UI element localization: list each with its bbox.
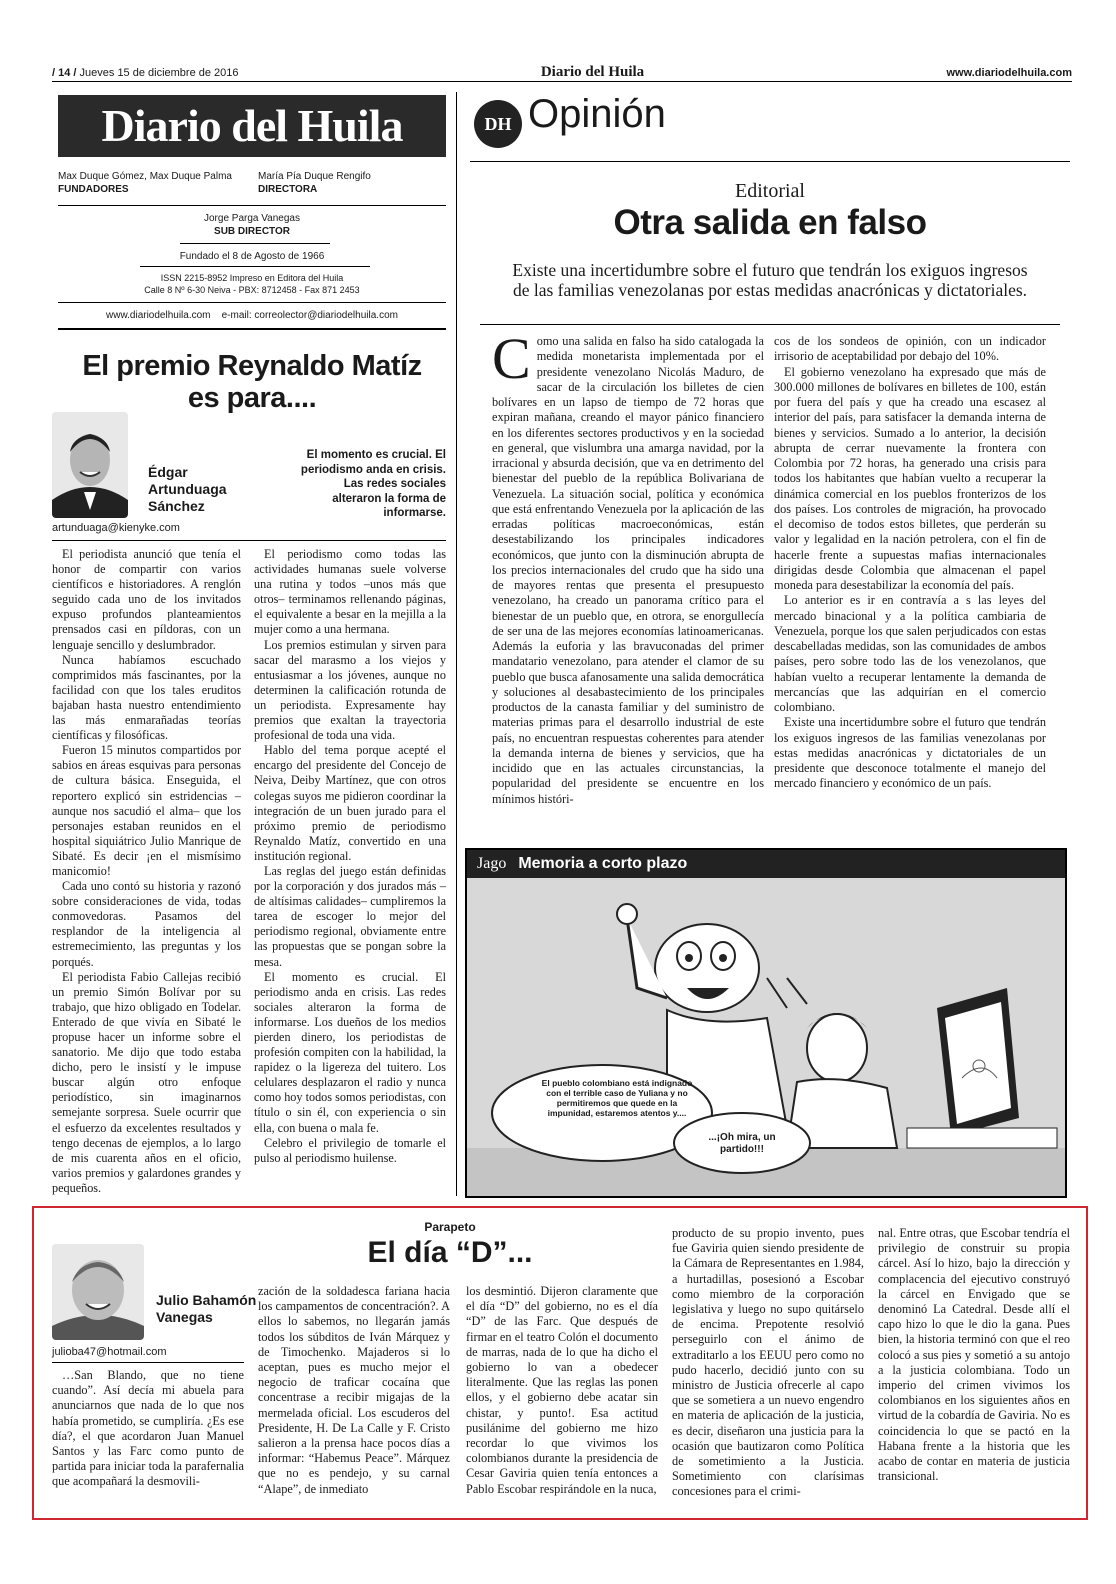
editorial-deck: Existe una incertidumbre sobre el futuro que tendrán los exiguos ingresos de las familias venezolanas por estas medidas anacrónicas y dictatoriales. [512, 260, 1028, 300]
column2-author: Julio Bahamón Vanegas [156, 1292, 257, 1325]
editorial-headline: Otra salida en falso [613, 203, 927, 242]
editorial-column-2: cos de los sondeos de opinión, con un indicador irrisorio de aceptabilidad por debajo del 10%. El gobierno venezolano ha expresado que más de 300.000 millones de bolívares en billetes de 100, están por fuera del país y que ha creado una escasez al interior del país, para satisfacer la demanda interna de bienes y servicios. Sumado a lo anterior, la decisión abrupta de cerrar nuevamente la frontera con Colombia por 72 horas, ha generado una crisis para todos los habitantes que habían vuelto a recuperar la dinámica comercial en los pueblos fronterizos de los dos países. Los controles de migración, ha provocado el decomiso de todos estos billetes, que perderán su valor y legalidad en la nación petrolera, con el fin de hacerle frente a supuestas mafias internacionales dirigidas desde Colombia que almacenan el papel moneda para desestabilizar la economía del país. Lo anterior es ir en contravía a s las leyes del mercado binacional y a la política cambiaria de Venezuela, porque los que salen perjudicados con estas descabelladas medidas, son las comunidades de ambos países, pero sobre todo las de los venezolanos, que habían vuelto a recuperar lentamente la demanda de mercancías que las adquirían en el comercio colombiano. Existe una incertidumbre sobre el futuro que tendrán los exiguos ingresos de las familias venezolanas por estas medidas anacrónicas y dictatoriales de un presidente que desconoce totalmente el manejo del mercado financiero y económico de un país. [774, 334, 1046, 791]
divider [52, 540, 446, 541]
cartoon-title: Memoria a corto plazo [518, 855, 688, 872]
column1-text-left: El periodista anunció que tenía el honor de compartir con varios científicos e historiadores. A renglón seguido cada uno de los invitados expuso profundos planteamientos prensados casi en píldoras, con un lenguaje sencillo y deslumbrador. Nunca habíamos escuchado comprimidos más fascinantes, por la facilidad con que los tales eruditos bajaban hasta nuestro entendimiento las más enmarañadas teorías científicas y filosóficas. Fueron 15 minutos compartidos por sabios en áreas esquivas para personas de cultura básica. Enseguida, el reportero explicó sin estridencias –aunque nos sacudió el alma– que los personajes estaban reunidos en el hospital siquiátrico Julio Manrique de Sibaté. Es decir ¡en el mismísimo manicomio! Cada uno contó su historia y razonó sobre consideraciones de vida, todas conmovedoras. Pasamos del resplandor de la inteligencia al estremecimiento, las preguntas y los porqués. El periodista Fabio Callejas recibió un premio Simón Bolívar por su trabajo, que hizo obligado en Todelar. Enterado de que vivía en Sibaté le propuse hacer un informe sobre el sanatorio. Me dijo que todo estaba dicho, pero le insistí y le impuse buscar algún otro enfoque periodístico, sin imaginarnos semejante sorpresa. Suele ocurrir que el esfuerzo da excelentes resultados y tengo decenas de ejemplos, a lo largo de mis cuarenta años en el oficio, varios premios y galardones grandes y pequeños. [52, 547, 241, 1195]
speech-bubble-1: El pueblo colombiano está indignado con el terrible caso de Yuliana y no permitiremos que quede en la impunidad, estaremos atentos y.... [541, 1078, 693, 1118]
author-photo [52, 412, 128, 518]
director: María Pía Duque Rengifo DIRECTORA [258, 171, 371, 195]
column-author: Édgar Artunduaga Sánchez [148, 464, 227, 514]
author2-portrait-icon [52, 1244, 144, 1340]
founders: Max Duque Gómez, Max Duque Palma FUNDADORES [58, 171, 232, 195]
founded-date: Fundado el 8 de Agosto de 1966 [179, 251, 325, 262]
author2-photo [52, 1244, 144, 1340]
page-header [52, 64, 1072, 82]
header-website[interactable]: www.diariodelhuila.com [946, 66, 1072, 79]
author-email[interactable]: artunduaga@kienyke.com [52, 522, 180, 534]
column2-text-5: nal. Entre otras, que Escobar tendría el privilegio de construir su propia cárcel. Así lo hizo, bajo la dirección y complacencia del ejecutivo construyó la cárcel en Envigado que se denominó La Catedral. Desde allí el capo hizo lo que le dio la gana. Pues bien, la historia terminó con que el reo colocó a sus pies y sometió a su antojo a la justicia colombiana. Todo un imperio del crimen vivimos los colombianos en los siguientes años en virtud de la cobardía de Gaviria. No es coincidencia lo que se pactó en la Habana frente a la historia que les acabo de contar en materia de justicia transicional. [878, 1226, 1070, 1484]
cartoon [465, 848, 1067, 1198]
column-separator [456, 92, 457, 1196]
column2-text-3: los desmintió. Dijeron claramente que el día “D” del gobierno, no es el día “D” de las Farc. Que después de firmar en el teatro Colón el documento de marras, nada de lo que ha dicho el gobierno lo van a obedecer literalmente. Que las reglas las ponen ellos, y el gobierno debe acatar sin chistar, y punto!. Esa actitud pusilánime del gobierno me hizo recordar lo que vivimos los colombianos durante la presidencia de Cesar Gaviria quien tenía entonces a Pablo Escobar respirándole en la nuca, [466, 1284, 658, 1496]
divider [52, 1362, 244, 1363]
divider [58, 328, 446, 330]
header-brand: Diario del Huila [540, 64, 645, 80]
cartoon-title-bar [467, 850, 1065, 878]
divider [58, 205, 446, 206]
column1-text-right: El periodismo como todas las actividades humanas suele volverse una rutina y todos –unos más que otros– terminamos rellenando páginas, el equivalente a besar en la mejilla a la mujer como a una hermana. Los premios estimulan y sirven para sacar del marasmo a los viejos y entusiasmar a los jóvenes, aunque no determinen la calificación rotunda de un periodista. Expresamente hay premios que exaltan la trayectoria profesional de toda una vida. Hablo del tema porque acepté el encargo del presidente del Concejo de Neiva, Deiby Martínez, que con otros colegas suyos me pidieron coordinar la integración de un buen jurado para el próximo premio de periodismo Reynaldo Matíz, convertido en una institución regional. Las reglas del juego están definidas por la corporación y dos jurados más –de altísimas calidades– cumpliremos la tarea de escoger lo mejor del periodismo regional, obviamente entre las propuestas que se pongan sobre la mesa. El momento es crucial. El periodismo anda en crisis. Las redes sociales alteraron la forma de informarse. Los dueños de los medios pierden dinero, los periodistas de profesión compiten con la habilidad, la rapidez o la ligereza del tuitero. Los celulares desplazaron el radio y nunca como hoy todos somos periodistas, con título o sin él, con experiencia o sin ella, con buena o mala fe. Celebro el privilegio de tomarle el pulso al periodismo huilense. [254, 547, 446, 1165]
publication-info: ISSN 2215-8952 Impreso en Editora del Huila Calle 8 Nº 6-30 Neiva - PBX: 8712458 - Fax 871 2453 [144, 273, 360, 295]
speech-bubble-2: ...¡Oh mira, un partido!!! [708, 1132, 776, 1155]
column-headline: El premio Reynaldo Matíz es para.... [82, 350, 422, 414]
editorial-kicker: Editorial [735, 180, 805, 202]
author-portrait-icon [52, 412, 128, 518]
contact-info[interactable]: www.diariodelhuila.com e-mail: correolector@diariodelhuila.com [106, 310, 398, 321]
page-info: / 14 / Jueves 15 de diciembre de 2016 [52, 66, 239, 79]
dropcap: C [492, 326, 531, 391]
editorial-column-1: Como una salida en falso ha sido catalogada la medida monetarista implementada por el presidente venezolano Nicolás Maduro, de sacar de la circulación los billetes de cien bolívares en un lapso de tiempo de 72 horas que expiran mañana, creando el mayor pánico financiero en los diferentes sectores productivos y en la sociedad en general, que vislumbra una amarga navidad, por la irracional y absurda decisión, que va en detrimento del bienestar del pueblo de la república Bolivariana de Venezuela. La situación social, política y económica que está enfrentando Venezuela por la aplicación de las erradas políticas macroeconómicas, están desestabilizando los principales indicadores económicos, que junto con la disminución abrupta de los precios internacionales del crudo que ha sido una de mayores rentas que presenta el presupuesto venezolano, ha creado un panorama crítico para el bienestar de un pueblo que, en otrora, se enorgullecía de ser una de las mejores economías latinoamericanas. Además la euforia y las bravuconadas del primer mandatario venezolano, para atender el clamor de su pueblo que busca afanosamente una salida democrática y soluciones al desabastecimiento de los principales productos de la canasta familiar y del suministro de materias primas para el desarrollo industrial de este país, no encuentran respuestas coherentes para atender la demanda interna de bienes y servicios, que ha incidido que en las actuales circunstancias, la popularidad del presidente se encuentre en los mínimos históri- [492, 326, 764, 806]
column2-text-2: zación de la soldadesca fariana hacia los campamentos de concentración?. A ellos lo sabemos, no llegarán jamás todos los súbditos de Iván Márquez y de Timochenko. Majaderos si lo aceptan, pues es mucho mejor el negocio de traficar cocaína que concentrase a recibir migajas de la mermelada oficial. Los escuderos del Presidente, H. De La Calle y F. Cristo salieron a la prensa hace pocos días a informar: “Habemus Peace”. Márquez que no es pendejo, y su carnal “Alape”, de inmediato [258, 1284, 450, 1496]
subdirector: Jorge Parga Vanegas SUB DIRECTOR [204, 213, 300, 237]
column2-headline: El día “D”... [367, 1236, 533, 1269]
masthead-logo: Diario del Huila [58, 95, 446, 157]
pull-quote: El momento es crucial. El periodismo anda en crisis. Las redes sociales alteraron la forma de informarse. [300, 449, 446, 520]
column2-text-1: …San Blando, que no tiene cuando”. Así decía mi abuela para anunciarnos que nada de lo que nos había prometido, se cumpliría. ¿Es ese día?, el que acordaron Juan Manuel Santos y las Farc como punto de partida para iniciar toda la parafernalia que acompañará la desmovili- [52, 1368, 244, 1489]
column2-kicker: Parapeto [424, 1220, 476, 1234]
divider [140, 266, 370, 267]
divider [180, 243, 330, 244]
cartoon-author: Jago [477, 855, 507, 872]
section-title: Opinión [528, 92, 666, 136]
author2-email[interactable]: julioba47@hotmail.com [52, 1346, 167, 1358]
column2-text-4: producto de su propio invento, pues fue Gaviria quien siendo presidente de la Cámara de Representantes en 1.984, a hurtadillas, posesionó a Escobar como miembro de la corporación legislativa y luego no supo quitárselo de encima. Prepotente resolvió perseguirlo con el ánimo de extraditarlo a los EEUU pero como no pudo hacerlo, decidió junto con su ministro de Justicia ofrecerle al capo que se sometiera a un nuevo engendro en materia de aplicación de la justicia, es decir, diseñaron una justicia para la ocasión que bautizaron como Política de sometimiento a la Justicia. Sometimiento con clarísimas concesiones para el crimi- [672, 1226, 864, 1499]
dh-logo: DH [474, 100, 522, 148]
divider [480, 324, 1060, 325]
divider [58, 302, 446, 303]
section-header [470, 92, 1070, 162]
